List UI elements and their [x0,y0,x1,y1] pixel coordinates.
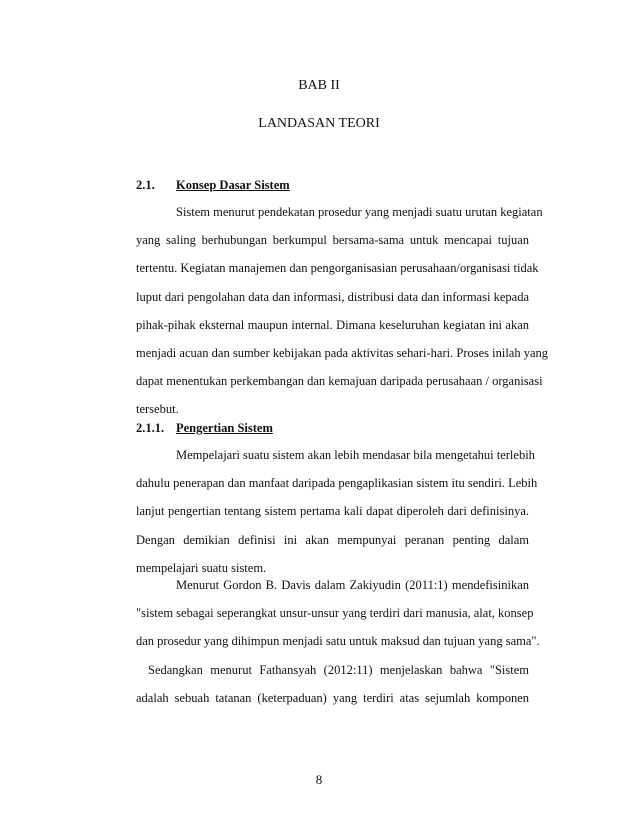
text-line: mempelajari suatu sistem. [136,560,267,575]
text-line: dan prosedur yang dihimpun menjadi satu untuk maksud dan tujuan yang sama". [136,634,540,649]
section-title: Pengertian Sistem [176,421,273,435]
text-line: Dengan demikian definisi ini akan mempunyai peranan penting dalam [136,532,529,547]
chapter-title: LANDASAN TEORI [258,116,380,131]
chapter-label: BAB II [298,78,340,93]
text-line: Sedangkan menurut Fathansyah (2012:11) menjelaskan bahwa "Sistem [148,663,529,677]
text-line: "sistem sebagai seperangkat unsur-unsur yang terdiri dari manusia, alat, konsep [136,606,534,621]
paragraph-konsep-dasar [136,198,549,424]
text-line: yang saling berhubungan berkumpul bersama-sama untuk mencapai tujuan [136,233,529,248]
paragraph-fathansyah [136,656,529,712]
text-line: Sistem menurut pendekatan prosedur yang menjadi suatu urutan kegiatan [176,205,543,219]
text-line: lanjut pengertian tentang sistem pertama kali dapat diperoleh dari definisinya. [136,504,529,519]
section-number: 2.1. [136,178,155,192]
text-line: dahulu penerapan dan manfaat daripada pengaplikasian sistem itu sendiri. Lebih [136,476,538,491]
section-number: 2.1.1. [136,421,165,435]
section-heading-2-1-1 [136,421,529,437]
text-line: pihak-pihak eksternal maupun internal. Dimana keseluruhan kegiatan ini akan [136,317,529,332]
paragraph-pengertian-sistem [136,441,538,582]
section-title: Konsep Dasar Sistem [176,178,290,192]
text-line: dapat menentukan perkembangan dan kemajuan daripada perusahaan / organisasi [136,374,543,389]
paragraph-gordon-davis [136,571,540,656]
text-line: Mempelajari suatu sistem akan lebih mendasar bila mengetahui terlebih [176,448,535,462]
text-line: tertentu. Kegiatan manajemen dan pengorganisasian perusahaan/organisasi tidak [136,261,539,276]
page-number: 8 [315,772,323,787]
section-heading-2-1 [136,178,529,194]
text-line: adalah sebuah tatanan (keterpaduan) yang terdiri atas sejumlah komponen [136,691,529,706]
text-line: menjadi acuan dan sumber kebijakan pada aktivitas sehari-hari. Proses inilah yang [136,346,549,361]
text-line: Menurut Gordon B. Davis dalam Zakiyudin (2011:1) mendefisinikan [176,578,529,592]
text-line: luput dari pengolahan data dan informasi, distribusi data dan informasi kepada [136,289,529,304]
text-line: tersebut. [136,402,179,417]
